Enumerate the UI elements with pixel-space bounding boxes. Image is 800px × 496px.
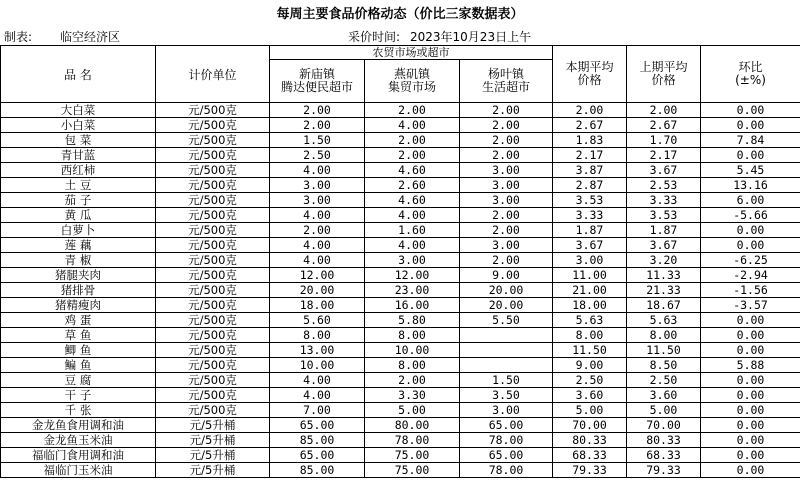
table-row — [1, 463, 800, 478]
price-market-1: 10.00 — [270, 358, 365, 373]
price-market-1: 4.00 — [270, 253, 365, 268]
table-row — [1, 163, 800, 178]
price-market-3 — [460, 358, 553, 373]
change-percent: -5.66 — [701, 208, 800, 223]
price-market-2: 1.60 — [365, 223, 460, 238]
price-market-1: 65.00 — [270, 448, 365, 463]
price-market-3: 3.00 — [460, 163, 553, 178]
current-avg: 3.67 — [553, 238, 627, 253]
table-row — [1, 328, 800, 343]
previous-avg: 21.33 — [627, 283, 701, 298]
current-avg: 68.33 — [553, 448, 627, 463]
item-unit: 元/500克 — [156, 328, 270, 343]
price-market-1: 8.00 — [270, 328, 365, 343]
table-row — [1, 178, 800, 193]
item-unit: 元/500克 — [156, 268, 270, 283]
header-market-2: 燕矶镇 集贸市场 — [365, 60, 460, 103]
price-market-2: 75.00 — [365, 448, 460, 463]
sheet-title: 每周主要食品价格动态（价比三家数据表） — [276, 7, 524, 22]
price-market-3: 3.00 — [460, 193, 553, 208]
header-name: 品 名 — [1, 46, 156, 103]
price-market-2: 4.00 — [365, 238, 460, 253]
current-avg: 3.87 — [553, 163, 627, 178]
producer-value: 临空经济区 — [60, 30, 121, 44]
price-market-3 — [460, 328, 553, 343]
previous-avg: 2.17 — [627, 148, 701, 163]
price-market-2: 4.60 — [365, 193, 460, 208]
item-unit: 元/5升桶 — [156, 463, 270, 478]
table-row — [1, 298, 800, 313]
previous-avg: 8.00 — [627, 328, 701, 343]
item-name: 鲫 鱼 — [1, 343, 156, 358]
price-market-1: 7.00 — [270, 403, 365, 418]
current-avg: 2.67 — [553, 118, 627, 133]
item-name: 白萝卜 — [1, 223, 156, 238]
item-unit: 元/500克 — [156, 388, 270, 403]
price-market-2: 78.00 — [365, 433, 460, 448]
item-name: 猪精瘦肉 — [1, 298, 156, 313]
header-market-3: 杨叶镇 生活超市 — [460, 60, 553, 103]
item-name: 千 张 — [1, 403, 156, 418]
previous-avg: 8.50 — [627, 358, 701, 373]
change-percent: 0.00 — [701, 418, 800, 433]
change-percent: -6.25 — [701, 253, 800, 268]
change-percent: 0.00 — [701, 238, 800, 253]
previous-avg: 3.60 — [627, 388, 701, 403]
current-avg: 9.00 — [553, 358, 627, 373]
item-unit: 元/500克 — [156, 283, 270, 298]
price-market-1: 20.00 — [270, 283, 365, 298]
current-avg: 3.33 — [553, 208, 627, 223]
price-table — [0, 45, 800, 478]
price-market-2: 8.00 — [365, 358, 460, 373]
price-market-2: 2.00 — [365, 133, 460, 148]
change-percent: 0.00 — [701, 388, 800, 403]
item-name: 茄 子 — [1, 193, 156, 208]
price-market-2: 8.00 — [365, 328, 460, 343]
current-avg: 70.00 — [553, 418, 627, 433]
price-market-2: 3.00 — [365, 253, 460, 268]
item-unit: 元/500克 — [156, 133, 270, 148]
item-name: 黄 瓜 — [1, 208, 156, 223]
item-unit: 元/500克 — [156, 178, 270, 193]
item-unit: 元/500克 — [156, 208, 270, 223]
item-name: 西红柿 — [1, 163, 156, 178]
previous-avg: 2.67 — [627, 118, 701, 133]
item-name: 青甘蓝 — [1, 148, 156, 163]
header-change: 环比 (±%) — [701, 46, 800, 103]
table-row — [1, 253, 800, 268]
table-row — [1, 283, 800, 298]
item-name: 金龙鱼玉米油 — [1, 433, 156, 448]
price-market-2: 80.00 — [365, 418, 460, 433]
price-market-1: 13.00 — [270, 343, 365, 358]
table-row — [1, 448, 800, 463]
item-unit: 元/500克 — [156, 313, 270, 328]
current-avg: 1.83 — [553, 133, 627, 148]
price-market-1: 3.00 — [270, 178, 365, 193]
previous-avg: 70.00 — [627, 418, 701, 433]
price-market-3: 3.00 — [460, 238, 553, 253]
price-market-3: 65.00 — [460, 448, 553, 463]
table-row — [1, 373, 800, 388]
current-avg: 8.00 — [553, 328, 627, 343]
price-market-1: 4.00 — [270, 208, 365, 223]
price-market-2: 5.00 — [365, 403, 460, 418]
header-current-avg: 本期平均 价格 — [553, 46, 627, 103]
table-row — [1, 313, 800, 328]
item-name: 莲 藕 — [1, 238, 156, 253]
table-row — [1, 193, 800, 208]
item-name: 大白菜 — [1, 103, 156, 118]
price-market-2: 10.00 — [365, 343, 460, 358]
item-name: 草 鱼 — [1, 328, 156, 343]
item-unit: 元/500克 — [156, 148, 270, 163]
change-percent: 5.88 — [701, 358, 800, 373]
item-unit: 元/500克 — [156, 373, 270, 388]
current-avg: 18.00 — [553, 298, 627, 313]
header-market-1: 新庙镇 腾达便民超市 — [270, 60, 365, 103]
previous-avg: 2.53 — [627, 178, 701, 193]
time-value: 2023年10月23日上午 — [410, 30, 532, 44]
current-avg: 3.53 — [553, 193, 627, 208]
item-unit: 元/500克 — [156, 358, 270, 373]
table-row — [1, 418, 800, 433]
current-avg: 2.17 — [553, 148, 627, 163]
price-market-3: 3.50 — [460, 388, 553, 403]
price-market-2: 4.00 — [365, 118, 460, 133]
current-avg: 2.50 — [553, 373, 627, 388]
previous-avg: 3.20 — [627, 253, 701, 268]
price-market-3: 2.00 — [460, 148, 553, 163]
previous-avg: 3.33 — [627, 193, 701, 208]
table-row — [1, 358, 800, 373]
change-percent: 5.45 — [701, 163, 800, 178]
item-name: 猪排骨 — [1, 283, 156, 298]
price-market-3: 65.00 — [460, 418, 553, 433]
previous-avg: 3.67 — [627, 238, 701, 253]
table-row — [1, 223, 800, 238]
price-market-3 — [460, 343, 553, 358]
price-market-1: 85.00 — [270, 463, 365, 478]
table-row — [1, 133, 800, 148]
item-unit: 元/500克 — [156, 253, 270, 268]
change-percent: 0.00 — [701, 118, 800, 133]
current-avg: 21.00 — [553, 283, 627, 298]
item-unit: 元/500克 — [156, 193, 270, 208]
price-market-3: 3.00 — [460, 178, 553, 193]
item-unit: 元/500克 — [156, 238, 270, 253]
price-market-1: 2.00 — [270, 223, 365, 238]
item-unit: 元/500克 — [156, 223, 270, 238]
current-avg: 3.00 — [553, 253, 627, 268]
price-market-3: 2.00 — [460, 103, 553, 118]
item-unit: 元/500克 — [156, 118, 270, 133]
price-market-3: 9.00 — [460, 268, 553, 283]
price-market-2: 3.30 — [365, 388, 460, 403]
price-market-1: 5.60 — [270, 313, 365, 328]
price-market-2: 2.00 — [365, 103, 460, 118]
item-unit: 元/5升桶 — [156, 448, 270, 463]
price-market-1: 2.00 — [270, 103, 365, 118]
current-avg: 2.00 — [553, 103, 627, 118]
previous-avg: 68.33 — [627, 448, 701, 463]
change-percent: 0.00 — [701, 433, 800, 448]
price-market-1: 85.00 — [270, 433, 365, 448]
item-name: 小白菜 — [1, 118, 156, 133]
previous-avg: 3.67 — [627, 163, 701, 178]
price-market-2: 23.00 — [365, 283, 460, 298]
current-avg: 79.33 — [553, 463, 627, 478]
previous-avg: 2.50 — [627, 373, 701, 388]
item-name: 鸡 蛋 — [1, 313, 156, 328]
price-market-3: 78.00 — [460, 463, 553, 478]
change-percent: 0.00 — [701, 103, 800, 118]
price-market-2: 2.00 — [365, 373, 460, 388]
item-name: 鳊 鱼 — [1, 358, 156, 373]
previous-avg: 3.53 — [627, 208, 701, 223]
item-name: 青 椒 — [1, 253, 156, 268]
price-market-2: 5.80 — [365, 313, 460, 328]
previous-avg: 5.63 — [627, 313, 701, 328]
previous-avg: 1.70 — [627, 133, 701, 148]
previous-avg: 1.87 — [627, 223, 701, 238]
previous-avg: 5.00 — [627, 403, 701, 418]
item-name: 福临门玉米油 — [1, 463, 156, 478]
price-market-1: 1.50 — [270, 133, 365, 148]
price-market-1: 2.50 — [270, 148, 365, 163]
price-market-3: 2.00 — [460, 253, 553, 268]
price-market-3: 2.00 — [460, 118, 553, 133]
change-percent: 0.00 — [701, 343, 800, 358]
item-name: 包 菜 — [1, 133, 156, 148]
current-avg: 5.00 — [553, 403, 627, 418]
table-row — [1, 103, 800, 118]
price-market-2: 75.00 — [365, 463, 460, 478]
price-market-2: 2.60 — [365, 178, 460, 193]
change-percent: 0.00 — [701, 148, 800, 163]
producer-label: 制表: — [4, 30, 33, 44]
previous-avg: 2.00 — [627, 103, 701, 118]
item-unit: 元/5升桶 — [156, 418, 270, 433]
price-market-1: 4.00 — [270, 238, 365, 253]
table-row — [1, 238, 800, 253]
price-market-2: 2.00 — [365, 148, 460, 163]
price-market-2: 4.60 — [365, 163, 460, 178]
change-percent: 0.00 — [701, 373, 800, 388]
price-market-1: 18.00 — [270, 298, 365, 313]
header-market-group: 农贸市场或超市 — [270, 46, 553, 60]
change-percent: 7.84 — [701, 133, 800, 148]
price-market-1: 12.00 — [270, 268, 365, 283]
item-name: 猪腿夹肉 — [1, 268, 156, 283]
price-market-1: 4.00 — [270, 163, 365, 178]
header-previous-avg: 上期平均 价格 — [627, 46, 701, 103]
price-market-3: 3.00 — [460, 403, 553, 418]
item-unit: 元/500克 — [156, 403, 270, 418]
item-unit: 元/500克 — [156, 103, 270, 118]
price-market-3: 78.00 — [460, 433, 553, 448]
change-percent: 0.00 — [701, 463, 800, 478]
current-avg: 2.87 — [553, 178, 627, 193]
item-unit: 元/5升桶 — [156, 433, 270, 448]
current-avg: 80.33 — [553, 433, 627, 448]
table-row — [1, 388, 800, 403]
item-name: 金龙鱼食用调和油 — [1, 418, 156, 433]
previous-avg: 79.33 — [627, 463, 701, 478]
table-row — [1, 148, 800, 163]
table-row — [1, 343, 800, 358]
price-market-1: 65.00 — [270, 418, 365, 433]
price-market-3: 20.00 — [460, 283, 553, 298]
change-percent: 0.00 — [701, 313, 800, 328]
previous-avg: 11.50 — [627, 343, 701, 358]
current-avg: 1.87 — [553, 223, 627, 238]
price-market-2: 4.00 — [365, 208, 460, 223]
price-market-3: 5.50 — [460, 313, 553, 328]
price-market-2: 16.00 — [365, 298, 460, 313]
item-unit: 元/500克 — [156, 298, 270, 313]
change-percent: -1.56 — [701, 283, 800, 298]
change-percent: -2.94 — [701, 268, 800, 283]
change-percent: 13.16 — [701, 178, 800, 193]
price-market-3: 2.00 — [460, 208, 553, 223]
change-percent: 0.00 — [701, 223, 800, 238]
price-market-3: 2.00 — [460, 133, 553, 148]
current-avg: 5.63 — [553, 313, 627, 328]
price-market-3: 20.00 — [460, 298, 553, 313]
table-row — [1, 433, 800, 448]
time-label: 采价时间: — [348, 30, 401, 44]
price-market-1: 4.00 — [270, 388, 365, 403]
price-market-3: 1.50 — [460, 373, 553, 388]
previous-avg: 11.33 — [627, 268, 701, 283]
current-avg: 11.50 — [553, 343, 627, 358]
current-avg: 3.60 — [553, 388, 627, 403]
price-market-1: 4.00 — [270, 373, 365, 388]
table-row — [1, 403, 800, 418]
item-name: 福临门食用调和油 — [1, 448, 156, 463]
change-percent: 0.00 — [701, 448, 800, 463]
item-name: 干 子 — [1, 388, 156, 403]
change-percent: 6.00 — [701, 193, 800, 208]
item-name: 土 豆 — [1, 178, 156, 193]
change-percent: 0.00 — [701, 328, 800, 343]
item-name: 豆 腐 — [1, 373, 156, 388]
price-market-3: 2.00 — [460, 223, 553, 238]
item-unit: 元/500克 — [156, 343, 270, 358]
change-percent: -3.57 — [701, 298, 800, 313]
price-market-1: 3.00 — [270, 193, 365, 208]
current-avg: 11.00 — [553, 268, 627, 283]
previous-avg: 18.67 — [627, 298, 701, 313]
item-unit: 元/500克 — [156, 163, 270, 178]
table-row — [1, 268, 800, 283]
table-row — [1, 118, 800, 133]
header-unit: 计价单位 — [156, 46, 270, 103]
previous-avg: 80.33 — [627, 433, 701, 448]
table-row — [1, 208, 800, 223]
change-percent: 0.00 — [701, 403, 800, 418]
price-market-1: 2.00 — [270, 118, 365, 133]
table-body — [1, 103, 800, 478]
price-market-2: 12.00 — [365, 268, 460, 283]
